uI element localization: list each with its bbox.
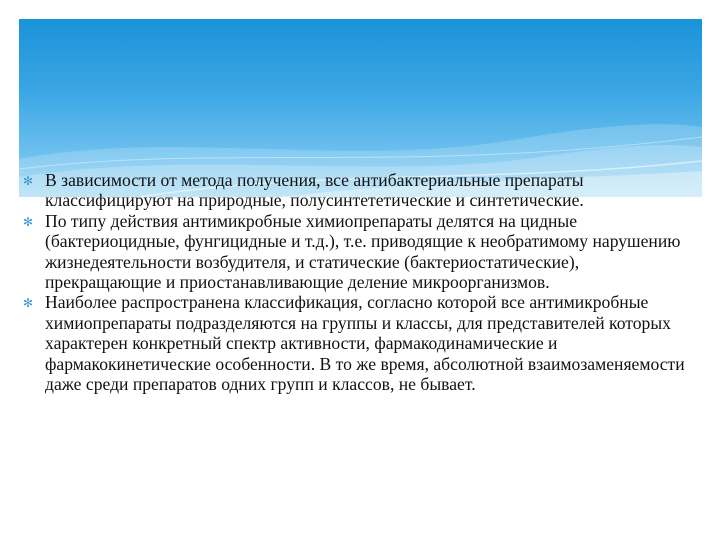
asterisk-flower-icon: ✻ xyxy=(23,174,34,188)
asterisk-flower-icon: ✻ xyxy=(23,214,34,229)
bullet-list xyxy=(22,170,694,394)
list-item xyxy=(22,292,694,394)
list-item xyxy=(22,170,694,211)
list-item xyxy=(22,211,694,293)
bullet-text: Наиболее распространена классификация, согласно которой все антимикробные химиопрепараты подразделяются на группы и классы, для представителей которых характерен конкретный спектр активности, фармакодинамические и фармакокинетические особенности. В то же время, абсолютной взаимозаменяемости даже среди препаратов одних групп и классов, не бывает. xyxy=(45,292,685,395)
bullet-content xyxy=(22,170,694,490)
bullet-text: По типу действия антимикробные химиопрепараты делятся на цидные (бактериоцидные, фунгицидные и т.д.), т.е. приводящие к необратимому нарушению жизнедеятельности возбудителя, и статические (бактериостатические), прекращающие и приостанавливающие деление микроорганизмов. xyxy=(45,210,681,293)
bullet-text: В зависимости от метода получения, все антибактериальные препараты классифицируют на природные, полусинтететические и синтетические. xyxy=(45,170,584,211)
asterisk-flower-icon: ✻ xyxy=(23,296,34,311)
